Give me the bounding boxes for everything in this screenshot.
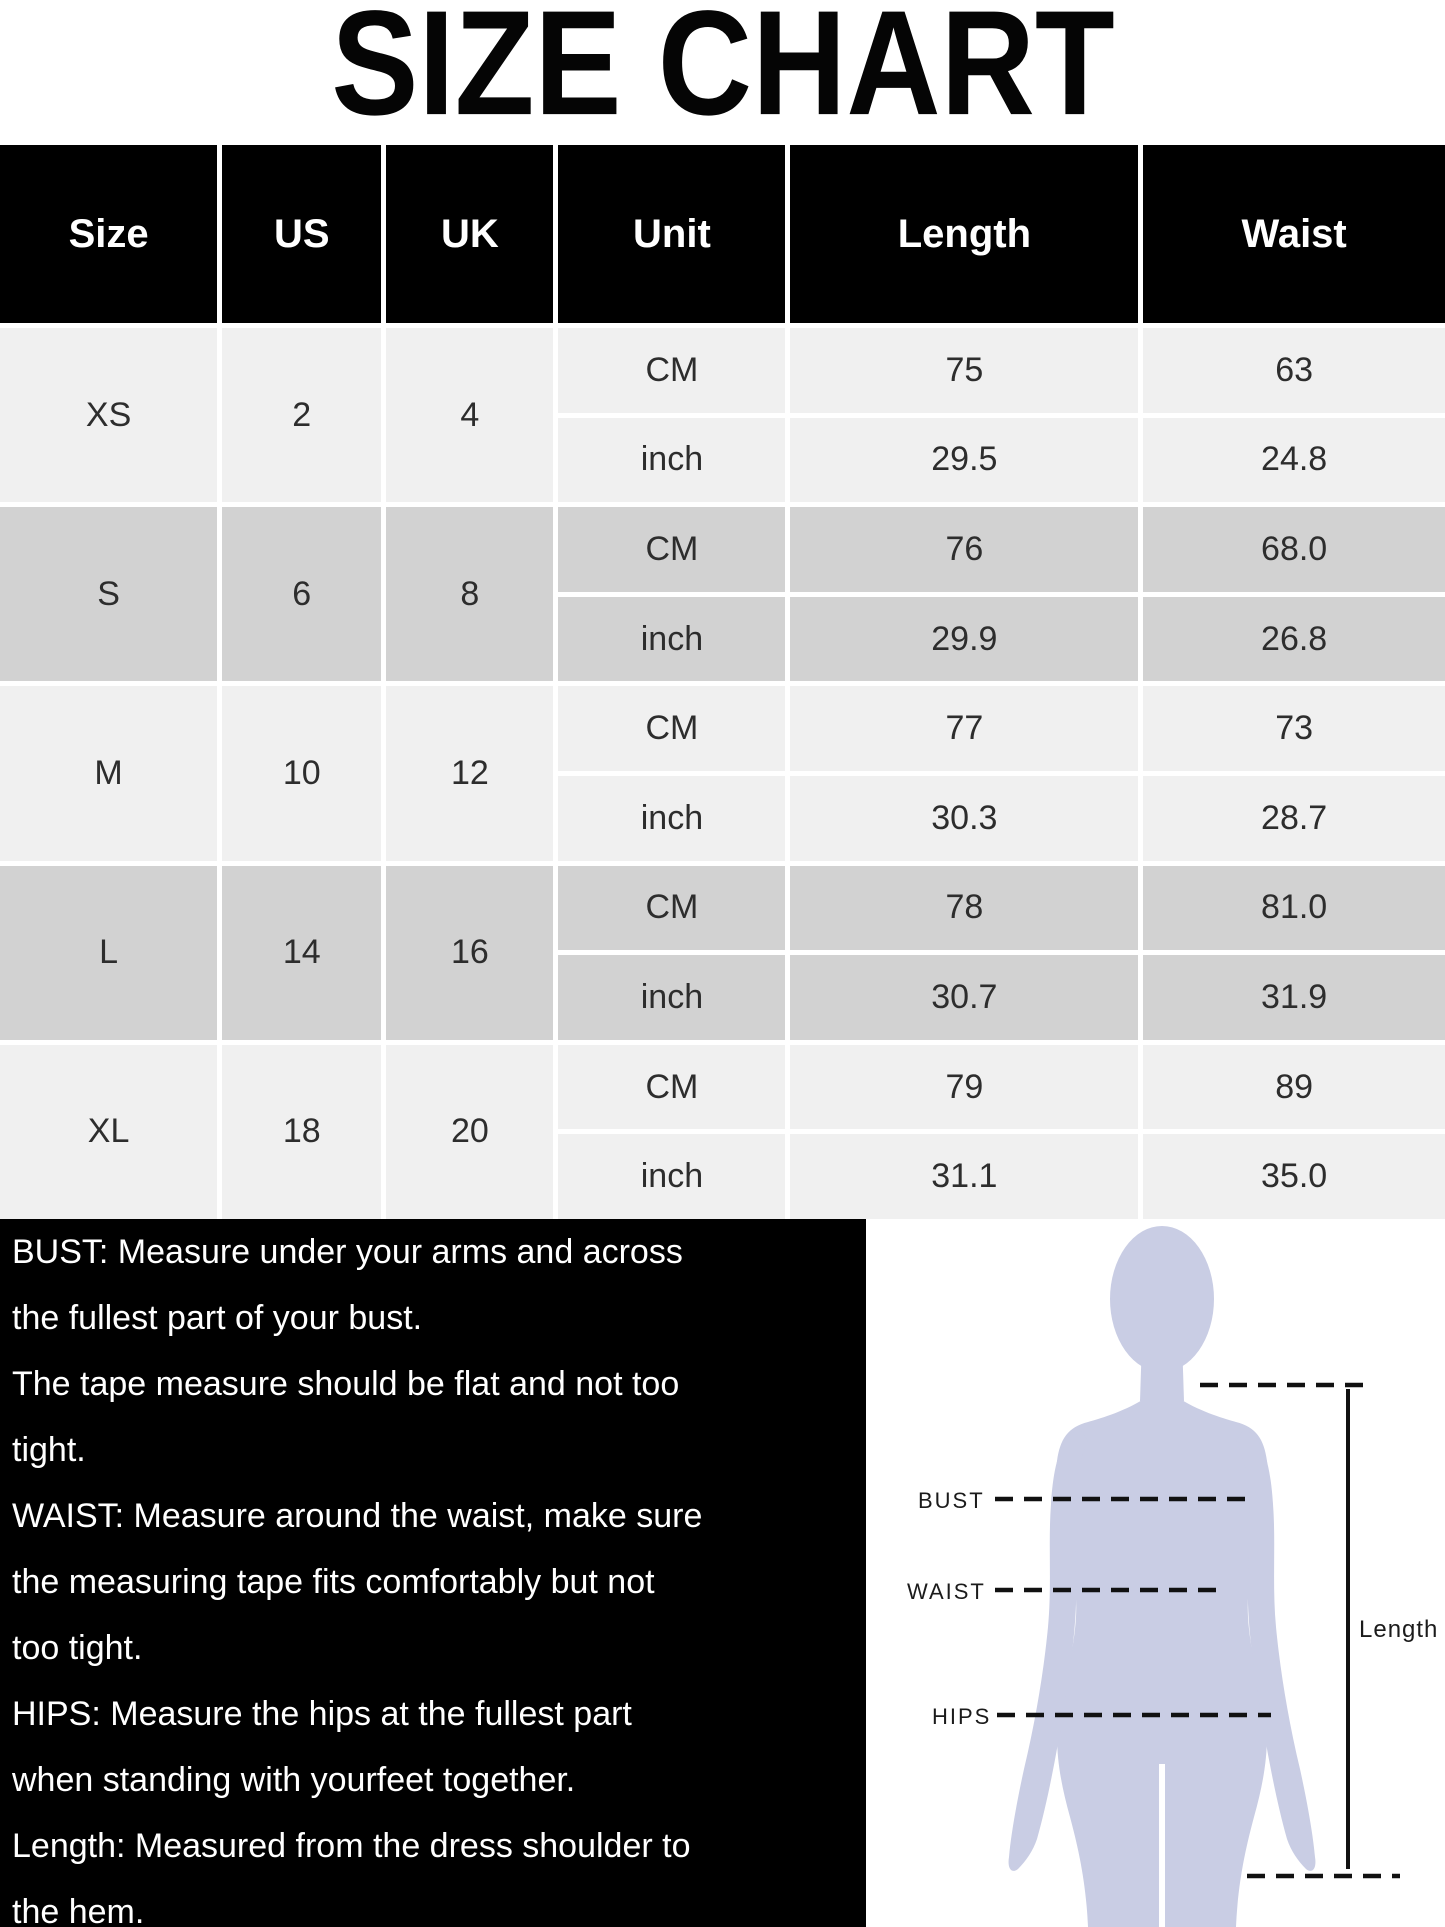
length-value-cell: 77 xyxy=(790,686,1138,771)
length-value-cell: 29.9 xyxy=(790,597,1138,682)
waist-value-cell: 28.7 xyxy=(1143,776,1445,861)
column-header-uk: UK xyxy=(386,145,553,323)
column-header-us: US xyxy=(222,145,381,323)
title-bar xyxy=(0,0,1445,145)
uk-cell: 4 xyxy=(386,328,553,502)
size-cell: XL xyxy=(0,1045,217,1219)
column-header-size: Size xyxy=(0,145,217,323)
bottom-section xyxy=(0,1219,1445,1927)
instruction-line: BUST: Measure under your arms and across xyxy=(12,1232,683,1271)
size-cell: L xyxy=(0,866,217,1040)
unit-cell: inch xyxy=(558,418,785,503)
length-value-cell: 29.5 xyxy=(790,418,1138,503)
unit-cell: CM xyxy=(558,507,785,592)
us-cell: 14 xyxy=(222,866,381,1040)
waist-value-cell: 81.0 xyxy=(1143,866,1445,951)
length-value-cell: 78 xyxy=(790,866,1138,951)
us-cell: 10 xyxy=(222,686,381,860)
unit-cell: CM xyxy=(558,866,785,951)
waist-value-cell: 63 xyxy=(1143,328,1445,413)
waist-value-cell: 89 xyxy=(1143,1045,1445,1130)
length-value-cell: 75 xyxy=(790,328,1138,413)
unit-cell: CM xyxy=(558,686,785,771)
waist-label: WAIST xyxy=(907,1578,986,1604)
size-cell: XS xyxy=(0,328,217,502)
uk-cell: 12 xyxy=(386,686,553,860)
instruction-line: the fullest part of your bust. xyxy=(12,1298,423,1337)
column-header-waist: Waist xyxy=(1143,145,1445,323)
us-cell: 2 xyxy=(222,328,381,502)
column-header-unit: Unit xyxy=(558,145,785,323)
us-cell: 6 xyxy=(222,507,381,681)
instruction-line: Length: Measured from the dress shoulder to xyxy=(12,1826,691,1865)
length-value-cell: 30.7 xyxy=(790,955,1138,1040)
measurement-figure xyxy=(866,1219,1445,1927)
instruction-line: tight. xyxy=(12,1430,86,1469)
uk-cell: 20 xyxy=(386,1045,553,1219)
uk-cell: 8 xyxy=(386,507,553,681)
unit-cell: inch xyxy=(558,955,785,1040)
unit-cell: inch xyxy=(558,776,785,861)
hips-label: HIPS xyxy=(932,1703,992,1729)
instruction-line: The tape measure should be flat and not too xyxy=(12,1364,680,1403)
waist-value-cell: 35.0 xyxy=(1143,1134,1445,1219)
unit-cell: inch xyxy=(558,597,785,682)
size-chart-table xyxy=(0,145,1445,1219)
instruction-line: HIPS: Measure the hips at the fullest part xyxy=(12,1694,632,1733)
waist-value-cell: 26.8 xyxy=(1143,597,1445,682)
us-cell: 18 xyxy=(222,1045,381,1219)
length-value-cell: 79 xyxy=(790,1045,1138,1130)
unit-cell: CM xyxy=(558,328,785,413)
uk-cell: 16 xyxy=(386,866,553,1040)
bust-label: BUST xyxy=(918,1487,985,1513)
size-cell: S xyxy=(0,507,217,681)
instruction-line: when standing with yourfeet together. xyxy=(12,1760,576,1799)
waist-value-cell: 31.9 xyxy=(1143,955,1445,1040)
instruction-line: too tight. xyxy=(12,1628,143,1667)
waist-value-cell: 73 xyxy=(1143,686,1445,771)
page-title: SIZE CHART xyxy=(330,0,1115,147)
measurement-instructions xyxy=(0,1219,866,1927)
instruction-line: WAIST: Measure around the waist, make sure xyxy=(12,1496,703,1535)
column-header-length: Length xyxy=(790,145,1138,323)
length-value-cell: 76 xyxy=(790,507,1138,592)
instruction-line: the hem. xyxy=(12,1892,145,1927)
body-silhouette-diagram xyxy=(866,1219,1445,1927)
length-label: Length xyxy=(1359,1615,1439,1643)
waist-value-cell: 68.0 xyxy=(1143,507,1445,592)
unit-cell: inch xyxy=(558,1134,785,1219)
size-cell: M xyxy=(0,686,217,860)
unit-cell: CM xyxy=(558,1045,785,1130)
length-value-cell: 31.1 xyxy=(790,1134,1138,1219)
instruction-line: the measuring tape fits comfortably but not xyxy=(12,1562,655,1601)
length-value-cell: 30.3 xyxy=(790,776,1138,861)
waist-value-cell: 24.8 xyxy=(1143,418,1445,503)
